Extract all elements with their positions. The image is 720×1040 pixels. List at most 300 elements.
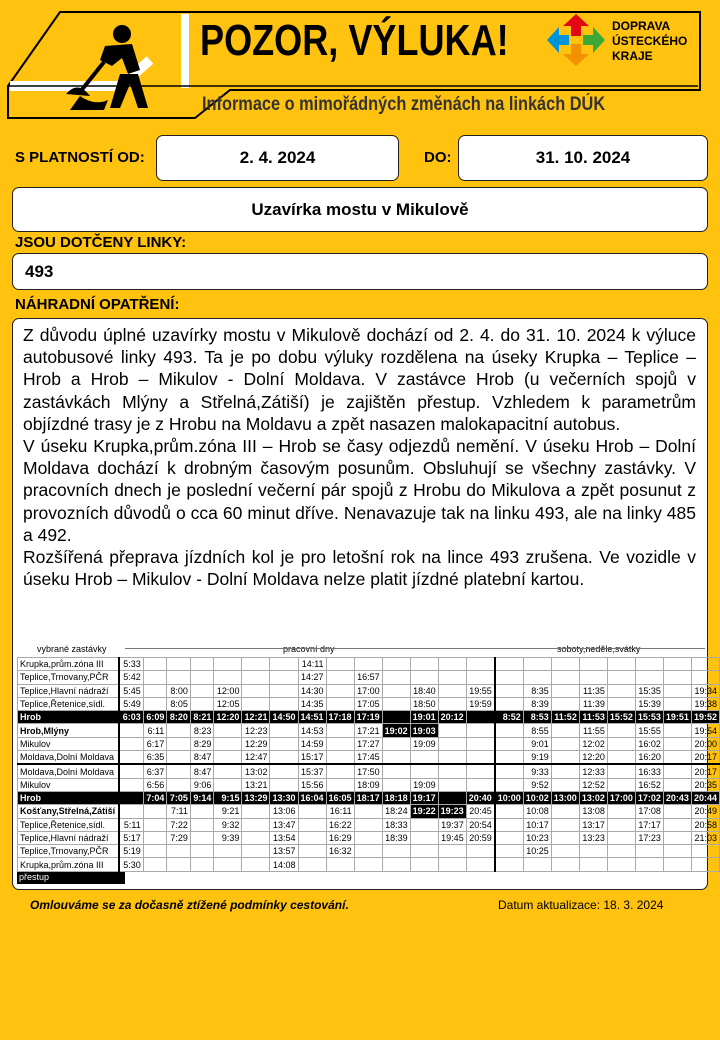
departure-time <box>607 737 635 750</box>
departure-time: 13:17 <box>579 818 607 831</box>
departure-time: 5:33 <box>119 658 143 671</box>
departure-time <box>143 658 167 671</box>
departure-time: 19:54 <box>691 724 719 737</box>
departure-time <box>382 684 410 697</box>
apology-text: Omlouváme se za dočasně ztížené podmínky cestování. <box>30 898 349 912</box>
departure-time: 6:56 <box>143 778 167 791</box>
departure-time: 16:57 <box>354 671 382 684</box>
departure-time <box>382 697 410 710</box>
departure-time <box>466 764 495 778</box>
valid-from-label: S PLATNOSTÍ OD: <box>15 149 145 166</box>
table-row <box>18 751 720 765</box>
departure-time: 18:17 <box>354 791 382 804</box>
departure-time: 8:00 <box>167 684 191 697</box>
departure-time <box>326 697 354 710</box>
departure-time <box>410 671 438 684</box>
departure-time <box>167 778 191 791</box>
departure-time: 15:35 <box>635 684 663 697</box>
departure-time <box>410 751 438 765</box>
departure-time: 13:21 <box>242 778 270 791</box>
departure-time: 5:17 <box>119 831 143 844</box>
departure-time: 6:03 <box>119 711 143 724</box>
departure-time: 16:22 <box>326 818 354 831</box>
departure-time <box>551 671 579 684</box>
stop-name: Košťany,Střelná,Zátiší <box>18 805 120 818</box>
departure-time: 6:09 <box>143 711 167 724</box>
departure-time <box>495 858 524 871</box>
departure-time: 13:02 <box>242 764 270 778</box>
departure-time <box>466 751 495 765</box>
departure-time: 10:23 <box>523 831 551 844</box>
departure-time <box>354 831 382 844</box>
departure-time <box>354 658 382 671</box>
departure-time: 5:42 <box>119 671 143 684</box>
departure-time <box>495 737 524 750</box>
departure-time <box>551 831 579 844</box>
departure-time <box>663 684 691 697</box>
departure-time <box>167 764 191 778</box>
departure-time <box>167 671 191 684</box>
departure-time: 6:35 <box>143 751 167 765</box>
departure-time: 19:09 <box>410 778 438 791</box>
departure-time: 13:29 <box>242 791 270 804</box>
departure-time <box>242 858 270 871</box>
departure-time <box>119 805 143 818</box>
departure-time <box>607 658 635 671</box>
departure-time <box>167 737 191 750</box>
departure-time <box>607 697 635 710</box>
departure-time <box>663 818 691 831</box>
replacement-paragraph: V úseku Krupka,prům.zóna III – Hrob se časy odjezdů nemění. V úseku Hrob – Dolní Moldava dochází k drobným časovým posunům. Obsluhují se všechny zastávky. V pracovních dnech je poslední večerní pár spojů z Hrobu do Mikulova a zpět posunut z provozních důvodů o cca 60 minut dříve. Nenavazuje tak na linku 493, ale na linky 485 a 492. <box>23 436 696 545</box>
departure-time: 12:00 <box>214 684 242 697</box>
departure-time: 16:20 <box>635 751 663 765</box>
departure-time: 6:17 <box>143 737 167 750</box>
departure-time <box>410 831 438 844</box>
departure-time: 9:06 <box>190 778 214 791</box>
table-row <box>18 778 720 791</box>
departure-time <box>298 845 326 858</box>
departure-time <box>607 845 635 858</box>
departure-time: 10:02 <box>523 791 551 804</box>
replacement-text <box>23 324 696 590</box>
departure-time <box>190 818 214 831</box>
departure-time <box>466 858 495 871</box>
departure-time <box>607 818 635 831</box>
departure-time: 14:59 <box>298 737 326 750</box>
departure-time: 17:19 <box>354 711 382 724</box>
departure-time <box>495 778 524 791</box>
departure-time: 16:04 <box>298 791 326 804</box>
departure-time <box>190 845 214 858</box>
departure-time <box>143 858 167 871</box>
departure-time: 16:32 <box>326 845 354 858</box>
departure-time: 13:06 <box>270 805 298 818</box>
departure-time: 17:21 <box>354 724 382 737</box>
departure-time <box>326 858 354 871</box>
departure-time <box>438 658 466 671</box>
departure-time <box>551 818 579 831</box>
departure-time: 5:19 <box>119 845 143 858</box>
departure-time <box>143 684 167 697</box>
departure-time: 18:40 <box>410 684 438 697</box>
departure-time <box>354 818 382 831</box>
departure-time: 5:30 <box>119 858 143 871</box>
departure-time: 10:08 <box>523 805 551 818</box>
departure-time: 8:52 <box>495 711 524 724</box>
departure-time <box>607 778 635 791</box>
stop-name: Moldava,Dolní Moldava <box>18 764 120 778</box>
departure-time <box>214 845 242 858</box>
departure-time: 19:01 <box>410 711 438 724</box>
departure-time: 10:00 <box>495 791 524 804</box>
departure-time <box>607 671 635 684</box>
table-row <box>18 805 720 818</box>
departure-time: 14:08 <box>270 858 298 871</box>
table-row <box>18 697 720 710</box>
departure-time: 20:54 <box>466 818 495 831</box>
departure-time: 14:35 <box>298 697 326 710</box>
departure-time <box>691 658 719 671</box>
duk-logo-text: DOPRAVA ÚSTECKÉHO KRAJE <box>612 19 688 63</box>
departure-time: 10:17 <box>523 818 551 831</box>
departure-time <box>326 684 354 697</box>
departure-time: 20:45 <box>466 805 495 818</box>
legend-transfer: přestup <box>17 872 125 884</box>
departure-time: 12:20 <box>579 751 607 765</box>
departure-time: 20:12 <box>438 711 466 724</box>
departure-time: 15:17 <box>298 751 326 765</box>
departure-time: 17:18 <box>326 711 354 724</box>
valid-from-box <box>156 135 399 181</box>
departure-time: 7:11 <box>167 805 191 818</box>
departure-time <box>354 805 382 818</box>
departure-time: 19:37 <box>438 818 466 831</box>
departure-time <box>691 845 719 858</box>
departure-time <box>190 831 214 844</box>
departure-time: 17:23 <box>635 831 663 844</box>
departure-time <box>382 711 410 724</box>
departure-time <box>523 671 551 684</box>
departure-time: 15:37 <box>298 764 326 778</box>
departure-time <box>663 805 691 818</box>
departure-time <box>214 778 242 791</box>
departure-time: 11:55 <box>579 724 607 737</box>
stop-name: Teplice,Řetenice,sídl. <box>18 697 120 710</box>
table-row <box>18 831 720 844</box>
valid-from-value: 2. 4. 2024 <box>239 148 316 167</box>
stop-name: Hrob <box>18 791 120 804</box>
departure-time <box>214 671 242 684</box>
table-row <box>18 764 720 778</box>
header-stops: vybrané zastávky <box>37 644 107 654</box>
departure-time <box>242 845 270 858</box>
departure-time: 5:11 <box>119 818 143 831</box>
departure-time: 19:22 <box>410 805 438 818</box>
departure-time: 19:09 <box>410 737 438 750</box>
departure-time: 18:24 <box>382 805 410 818</box>
departure-time <box>607 831 635 844</box>
departure-time <box>119 791 143 804</box>
departure-time: 17:50 <box>354 764 382 778</box>
departure-time <box>326 671 354 684</box>
departure-time <box>495 831 524 844</box>
stop-name: Moldava,Dolní Moldava <box>18 751 120 765</box>
page-title: POZOR, VÝLUKA! <box>200 16 509 65</box>
departure-time <box>466 845 495 858</box>
departure-time: 14:51 <box>298 711 326 724</box>
departure-time: 13:54 <box>270 831 298 844</box>
notice-title-box <box>12 187 708 232</box>
departure-time <box>270 671 298 684</box>
departure-time: 13:23 <box>579 831 607 844</box>
departure-time <box>466 737 495 750</box>
stop-name: Krupka,prům.zóna III <box>18 858 120 871</box>
departure-time <box>663 658 691 671</box>
departure-time <box>410 658 438 671</box>
departure-time: 11:53 <box>579 711 607 724</box>
departure-time <box>523 658 551 671</box>
departure-time <box>119 737 143 750</box>
departure-time <box>663 831 691 844</box>
departure-time: 9:21 <box>214 805 242 818</box>
departure-time <box>326 751 354 765</box>
departure-time: 18:09 <box>354 778 382 791</box>
departure-time <box>190 697 214 710</box>
departure-time <box>607 751 635 765</box>
departure-time <box>635 845 663 858</box>
departure-time <box>214 737 242 750</box>
departure-time: 16:52 <box>635 778 663 791</box>
table-row <box>18 684 720 697</box>
departure-time <box>242 818 270 831</box>
departure-time: 20:00 <box>691 737 719 750</box>
table-row <box>18 845 720 858</box>
departure-time <box>495 671 524 684</box>
departure-time: 6:11 <box>143 724 167 737</box>
departure-time <box>298 858 326 871</box>
departure-time: 8:21 <box>190 711 214 724</box>
departure-time: 17:27 <box>354 737 382 750</box>
departure-time: 15:39 <box>635 697 663 710</box>
departure-time <box>663 737 691 750</box>
departure-time <box>410 818 438 831</box>
departure-time: 19:51 <box>663 711 691 724</box>
departure-time <box>691 858 719 871</box>
departure-time <box>663 697 691 710</box>
departure-time <box>551 751 579 765</box>
departure-time <box>466 711 495 724</box>
affected-lines-box <box>12 253 708 290</box>
affected-lines-value: 493 <box>25 262 54 281</box>
departure-time <box>143 818 167 831</box>
departure-time: 7:29 <box>167 831 191 844</box>
departure-time: 19:45 <box>438 831 466 844</box>
departure-time <box>691 671 719 684</box>
departure-time <box>270 751 298 765</box>
departure-time: 9:52 <box>523 778 551 791</box>
departure-time <box>214 764 242 778</box>
departure-time <box>354 845 382 858</box>
notice-title: Uzavírka mostu v Mikulově <box>251 200 469 219</box>
departure-time <box>270 684 298 697</box>
departure-time <box>663 778 691 791</box>
departure-time: 12:33 <box>579 764 607 778</box>
departure-time <box>410 764 438 778</box>
departure-time: 6:37 <box>143 764 167 778</box>
departure-time <box>214 724 242 737</box>
departure-time: 13:47 <box>270 818 298 831</box>
departure-time: 14:27 <box>298 671 326 684</box>
departure-time: 18:33 <box>382 818 410 831</box>
departure-time <box>551 778 579 791</box>
departure-time <box>354 858 382 871</box>
departure-time <box>495 697 524 710</box>
departure-time: 14:50 <box>270 711 298 724</box>
departure-time: 12:05 <box>214 697 242 710</box>
departure-time: 13:02 <box>579 791 607 804</box>
departure-time <box>495 845 524 858</box>
departure-time: 15:52 <box>607 711 635 724</box>
departure-time <box>382 778 410 791</box>
departure-time <box>410 845 438 858</box>
departure-time <box>298 818 326 831</box>
departure-time: 20:59 <box>466 831 495 844</box>
departure-time <box>119 724 143 737</box>
departure-time <box>635 658 663 671</box>
departure-time <box>551 737 579 750</box>
table-row <box>18 671 720 684</box>
departure-time: 11:39 <box>579 697 607 710</box>
table-row <box>18 791 720 804</box>
departure-time <box>466 778 495 791</box>
stop-name: Hrob,Mlýny <box>18 724 120 737</box>
departure-time <box>190 684 214 697</box>
departure-time <box>466 658 495 671</box>
departure-time: 16:29 <box>326 831 354 844</box>
departure-time <box>119 778 143 791</box>
departure-time: 9:15 <box>214 791 242 804</box>
departure-time <box>298 831 326 844</box>
departure-time: 14:30 <box>298 684 326 697</box>
departure-time: 17:00 <box>607 791 635 804</box>
departure-time <box>167 658 191 671</box>
departure-time <box>326 658 354 671</box>
departure-time: 16:11 <box>326 805 354 818</box>
departure-time <box>495 818 524 831</box>
departure-time <box>551 697 579 710</box>
departure-time: 8:35 <box>523 684 551 697</box>
departure-time <box>438 724 466 737</box>
departure-time: 9:33 <box>523 764 551 778</box>
departure-time: 15:56 <box>298 778 326 791</box>
departure-time <box>466 671 495 684</box>
timetable-headers <box>17 645 705 657</box>
departure-time <box>270 724 298 737</box>
departure-time: 13:57 <box>270 845 298 858</box>
departure-time <box>438 751 466 765</box>
departure-time <box>326 724 354 737</box>
departure-time <box>167 845 191 858</box>
departure-time: 15:55 <box>635 724 663 737</box>
departure-time <box>242 805 270 818</box>
departure-time: 17:45 <box>354 751 382 765</box>
departure-time <box>270 737 298 750</box>
departure-time <box>167 724 191 737</box>
departure-time <box>270 778 298 791</box>
departure-time <box>119 764 143 778</box>
departure-time <box>607 764 635 778</box>
departure-time: 19:23 <box>438 805 466 818</box>
departure-time: 7:04 <box>143 791 167 804</box>
departure-time <box>551 684 579 697</box>
departure-time <box>579 671 607 684</box>
departure-time: 8:05 <box>167 697 191 710</box>
departure-time <box>495 751 524 765</box>
departure-time <box>523 858 551 871</box>
departure-time <box>438 778 466 791</box>
departure-time: 9:01 <box>523 737 551 750</box>
departure-time <box>579 858 607 871</box>
departure-time <box>214 751 242 765</box>
valid-to-value: 31. 10. 2024 <box>535 148 631 167</box>
departure-time <box>663 858 691 871</box>
departure-time <box>438 845 466 858</box>
table-row <box>18 818 720 831</box>
departure-time: 12:29 <box>242 737 270 750</box>
departure-time: 8:53 <box>523 711 551 724</box>
stop-name: Teplice,Trnovany,PČR <box>18 845 120 858</box>
departure-time: 20:43 <box>663 791 691 804</box>
departure-time <box>551 764 579 778</box>
departure-time: 19:02 <box>382 724 410 737</box>
departure-time: 8:47 <box>190 751 214 765</box>
departure-time: 12:20 <box>214 711 242 724</box>
departure-time <box>495 805 524 818</box>
departure-time: 5:45 <box>119 684 143 697</box>
departure-time <box>214 858 242 871</box>
departure-time <box>438 737 466 750</box>
departure-time <box>143 697 167 710</box>
departure-time: 19:55 <box>466 684 495 697</box>
departure-time: 12:02 <box>579 737 607 750</box>
departure-time: 10:25 <box>523 845 551 858</box>
departure-time: 12:21 <box>242 711 270 724</box>
header-weekdays: pracovní dny <box>283 644 335 654</box>
departure-time <box>382 671 410 684</box>
stop-name: Teplice,Řetenice,sídl. <box>18 818 120 831</box>
timetable-grid <box>17 657 720 872</box>
departure-time <box>438 791 466 804</box>
departure-time <box>382 764 410 778</box>
departure-time <box>438 671 466 684</box>
departure-time: 8:55 <box>523 724 551 737</box>
departure-time <box>551 724 579 737</box>
departure-time <box>663 845 691 858</box>
header-weekends: soboty,neděle,svátky <box>557 644 641 654</box>
departure-time <box>326 737 354 750</box>
departure-time <box>270 764 298 778</box>
departure-time <box>495 684 524 697</box>
departure-time: 12:52 <box>579 778 607 791</box>
replacement-paragraph: Z důvodu úplné uzavírky mostu v Mikulově dochází od 2. 4. do 31. 10. 2024 k výluce autobusové linky 493. Ta je po dobu výluky rozdělena na úseky Krupka – Teplice – Hrob a Hrob – Mikulov - Dolní Moldava. V zastávce Hrob (u večerních spojů v zastávkách Mlýny a Střelná,Zátiší) je zajištěn přestup. Vzhledem k parametrům objízdné trasy je z Hrobu na Moldavu a zpět nasazen malokapacitní autobus. <box>23 325 696 434</box>
departure-time <box>242 658 270 671</box>
departure-time: 9:19 <box>523 751 551 765</box>
departure-time: 12:23 <box>242 724 270 737</box>
departure-time <box>663 751 691 765</box>
departure-time: 18:50 <box>410 697 438 710</box>
departure-time: 13:30 <box>270 791 298 804</box>
departure-time: 15:53 <box>635 711 663 724</box>
